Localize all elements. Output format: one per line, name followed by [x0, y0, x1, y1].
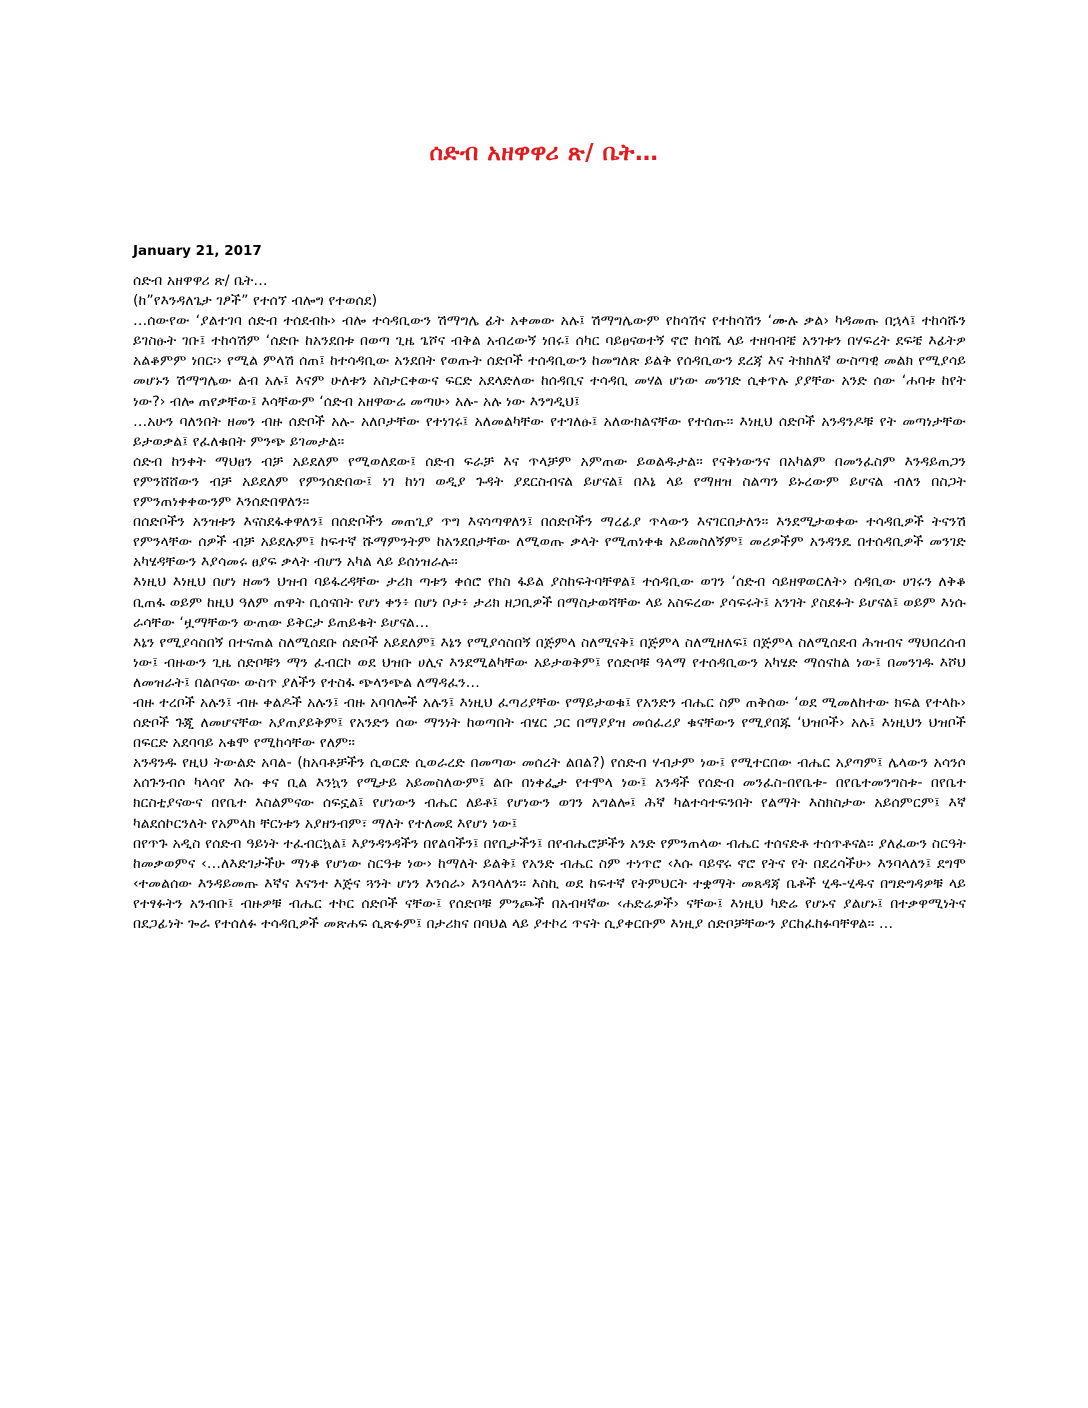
body-paragraph: ሰድብ ከንቀት ማህፀን ብቻ አይደለም የሚወለደው፤ ሰድብ ፍራቻ እና ጥላቻም አምጠው ይወልዱታል፡፡ የናቅነውንና በአካልም በመንፈስም እንዳይጠጋን የምንሸሸውን ብቻ አይደለም የምንሰድበው፤ ነገ ከነገ ወዲያ ጉዳት ያደርስብናል ይሆናል፤ በእኔ ላይ የማዘዝ ስልጣን ይኑረውም ይሆናል ብለን በስጋት የምንጠነቀቀውንም እንሰድበዋለን፡፡ — [133, 453, 966, 511]
body-paragraph: እነዚህ እነዚህ በሆነ ዘመን ህዝብ ባይፋረዳቸው ታሪክ ጣቱን ቀሰሮ የክስ ፋይል ያስከፍትባቸዋል፤ ተሰዳቢው ወገን ‘ሰድብ ሳይዘዋወርለት› ሰዳቢው ሀገሩን ለቅቆ ቢጠፋ ወይም ከዚህ ዓለም ጠዋት ቢሰናበት የሆነ ቀን፥ በሆነ ቦታ፥ ታሪክ ዘጋቢዎች በማስታወሻቸው ላይ አስፍረው ያሳፍሩት፤ አንገት ያስደፉት ይሆናል፤ ወይም እነሱ ራሳቸው ‘ዟማቸውን ውጠው ይቅርታ ይጠይቁት ይሆናል… — [133, 574, 966, 631]
document-body — [133, 271, 966, 934]
body-paragraph: በየጥጉ አዲስ የሰድብ ዓይነት ተፈብርኳል፤ እያንዳንዳችን በየልባችን፤ በየቢታችን፤ በየብሔሮቻችን አንድ የምንጠላው ብሔር ተሰናድቶ ተሰጥቶናል፡፡ ያለፈውን ስርዓት ከመቃወምና ‹…ለእድገታችሁ ማነቆ የሆነው ስርዓቱ ነው› ከማለት ይልቅ፤ የአንድ ብሔር ስም ተነጥሮ ‹እሱ ባይኖሩ ኖሮ የትና የት በደረሳችሁ› እንባላለን፤ ደግሞ ‹ተመልሰው እንዳይመጡ እኛና እናንተ እጅና ጓንት ሆነን እንሰራ› እንባላለን፡፡ እስኪ ወደ ከፍተኛ የትምህርት ተቋማት መጸዳጃ ቤቶች ሂዱ-ሂዱና በግድግዳዎቹ ላይ የተፃፉትን አንብቡ፤ ብዙዎቹ ብሔር ተኮር ሰድቦች ናቸው፤ የሰድቦቹ ምንጮች በአብዛኛው ‹ሐድሬዎች› ናቸው፤ እነዚህ ካድሬ የሆኑና ያልሆኑ፤ በተቃዋሚነትና በደጋፊነት ጐራ የተሰለፉ ተሳዳቢዎች መጽሐፍ ሲጽፉም፤ በታሪክና በባህል ላይ ያተኮረ ጥናት ሲያቀርቡም እነዚያ ሰድቦቻቸውን ያርከፈከፉባቸዋል፡፡ … — [133, 835, 966, 932]
body-paragraph: አንዳንዱ የዚህ ትውልድ አባል- (ከአባቶቻችን ሲወርድ ሲወራረድ በመጣው መሰረት ልበል?) የሰድብ ሃብታም ነው፤ የሚተርበው ብሔር አያጣም፤ ሌላውን አሳንሶ አሰጉንብሶ ካላሳየ እሱ ቀና ቢል እንኳን የሚታይ አይመስለውም፤ ልቡ በነቀፌታ የተሞላ ነው፤ አንዳች የሰድብ መንፈስ-በየቤቱ- በየቤተመንግስቱ- በየቤተ ክርስቲያናውና በየቤተ እስልምናው ሰፍኗል፤ የሆነውን ብሔር ለይቶ፤ የሆነውን ወገን አግልሎ፤ ሕኛ ካልተሳተፍንበት የልማት እስክስታው አይሰምርም፤ እኛ ካልደሰኮርንለት የአምላክ ቸርነቱን አያዘንብም፣ ማለት የተለመደ እየሆነ ነው፤ — [133, 755, 966, 832]
post-date: January 21, 2017 — [133, 243, 262, 259]
body-paragraph: ሰድብ አዘዋዋሪ ጽ/ ቤት… — [133, 273, 268, 289]
body-paragraph: …አሁን ባለንበት ዘመን ብዙ ሰድቦች አሉ- አለቦታቸው የተነገሩ፤ አለመልካቸው የተገለፁ፤ አለውክልናቸው የተሰጡ፡፡ እነዚህ ሰድቦች አንዳንዶቹ የት መጣነታቸው ይታወቃል፤ የፈለቁበት ምንጭ ይገመታል፡፡ — [133, 413, 966, 450]
body-paragraph: ብዙ ተረቦች አሉን፤ ብዙ ቀልዶች አሉን፤ ብዙ አባባሎች አሉን፤ እነዚህ ፈጣሪያቸው የማይታወቁ፤ የአንድን ብሔር ስም ጠቅሰው ‘ወደ ሚመለከተው ክፍል የተላኩ› ሰድቦች ጉጂ ለመሆናቸው አያጠያይቅም፤ የአንድን ሰው ማንነት ከወጣበት ብሄር ጋር በማያያዝ መሰፈሪያ ቁናቸውን የሚያበጁ ‘ህዝቦች› አሉ፤ እነዚህን ህዝቦች በፍርድ አደባባይ አቁሞ የሚከሳቸው የለም፡፡ — [133, 694, 966, 752]
document-title: ሰድብ አዘዋዋሪ ጽ/ ቤት… — [429, 140, 659, 166]
body-paragraph: እኔን የሚያሳስበኝ በተናጠል ስለሚሰደቡ ሰድቦች አይደለም፤ እኔን የሚያሳስበኝ በጅምላ ስለሚናቅ፤ በጅምላ ስለሚዘለፍ፤ በጅምላ ስለሚሰደብ ሕዝብና ማህበረሰብ ነው፤ ብዙውን ጊዜ ሰድቦቹን ማን ፈብርኮ ወደ ህዝቡ ሀሊና እንደሚልካቸው አይታወቅም፤ የሰድቦቹ ዓላማ የተሰዳቢውን አካሄድ ማሰናከል ነው፤ በመንገዱ እሾህ ለመዝራት፤ በልቦናው ውስጥ ያለችን የተስፋ ጭላንጭል ለማዳፈን… — [133, 634, 966, 691]
body-paragraph: (ከ”የእንዳለጌታ ገፆች” የተሰኘ ብሎግ የተወሰደ) — [133, 293, 378, 310]
body-paragraph: …ሰውየው ‘ያልተገባ ሰድብ ተሰደብኩ› ብሎ ተሳዳቢውን ሽማግሌ ፊት አቀመው አሉ፤ ሽማግሌውም የከሳሽና የተከሳሽን ‘ሙሉ ቃል› ካዳመጡ በኋላ፤ ተከሳሹን ይገስፁት ገቡ፤ ተከሳሽም ‘ሰድቡ ከአንደበቱ በወጣ ጊዜ ጌሾና ብቅል አብረውኝ ነበሩ፤ ሰካር ባይፀናወተኝ ኖሮ ከሳሼ ላይ ተዘባብቼ አንገቱን በሃፍረት ደፍቼ እፊትዎ አልቆምም ነበር፡› የሚል ምላሽ ሰጠ፤ ከተሳዳቢው አንደበት የወጡት ሰድቦች ተሰዳቢውን ከመግለጽ ይልቅ የሰዳቢውን ደረጃ እና ትክክለኛ ውስጣዊ መልክ የሚያሳይ መሆኑን ሽማግሌው ልብ አሉ፤ እናም ሁለቱን አስታርቀውና ፍርድ አደላድለው ከሰዳቢና ተሳዳቢ መሃል ሆነው መንገድ ሲቀጥሉ ያያቸው አንድ ሰው ‘ሐባቱ ከየት ነው?› ብሎ ጠየቃቸው፤ እሳቸውም ‘ሰድብ አዘዋውሬ መጣሁ› አሉ- አሉ ነው እንግዲህ፤ — [133, 313, 966, 410]
body-paragraph: በሰድቦችን አንዝቱን እናስደፋቀዋለን፤ በሰድቦችን መጠጊያ ጥግ እናሳጣዋለን፤ በሰድቦችን ማረፊያ ጥላውን እናገርበታለን፡፡ እንደሚታወቀው ተሳዳቢዎች ትናንሽ የምንላቸው ሰዎች ብቻ አይደሉም፤ ከፍተኛ ሹማምንትም ከአንደበታቸው ለሚወጡ ቃላት የሚጠነቀቁ አይመስለኝም፤ መሪዎችም አንዳንዴ በተሰዳቢዎች መንገድ አካሄዳቸውን እያሳመሩ ፀያፍ ቃላት ብሆን አካል ላይ ይሰነዝራሉ፡፡ — [133, 514, 966, 571]
